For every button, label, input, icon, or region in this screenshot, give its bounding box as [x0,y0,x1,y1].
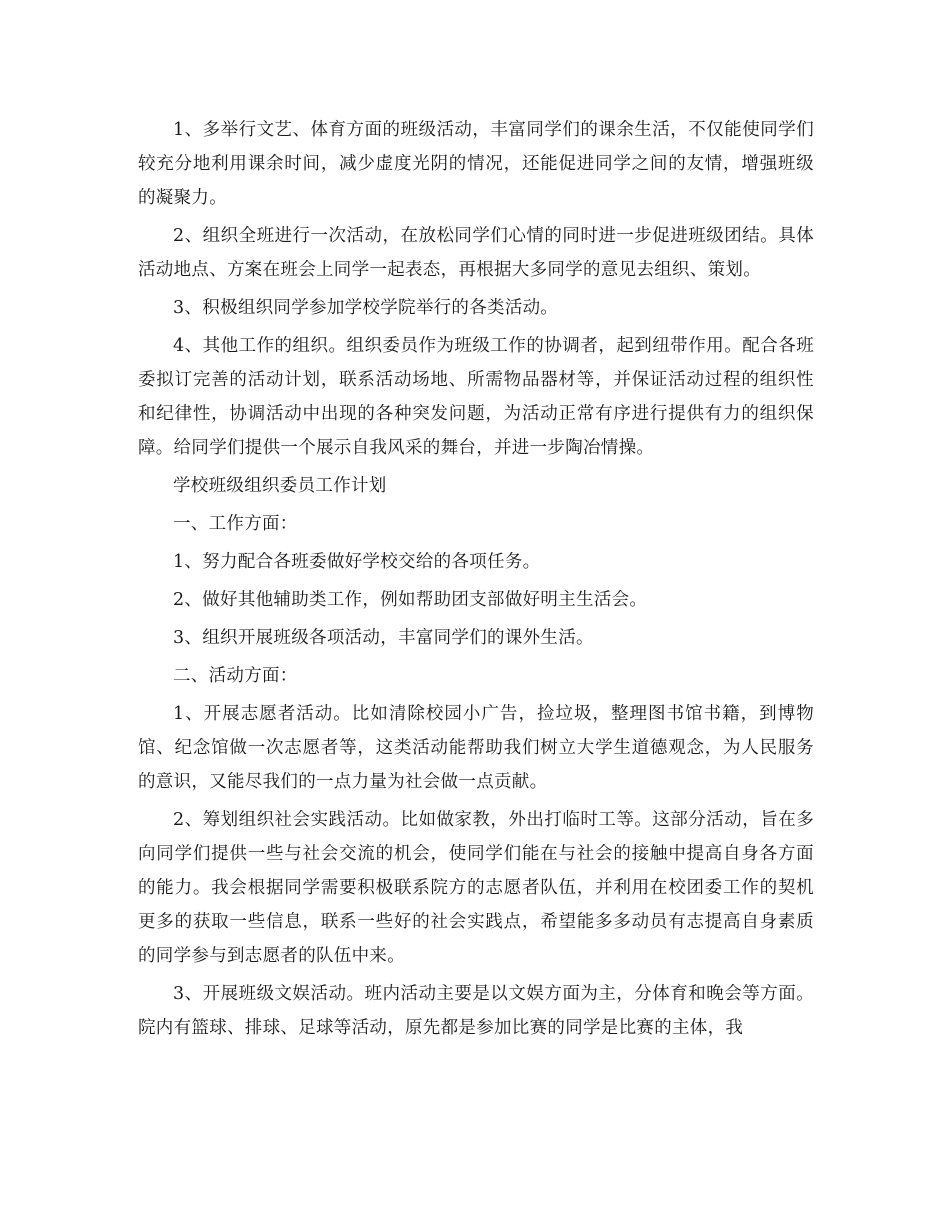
activity-item-1: 1、开展志愿者活动。比如清除校园小广告，捡垃圾，整理图书馆书籍，到博物馆、纪念馆做一次志愿者等，这类活动能帮助我们树立大学生道德观念，为人民服务的意识，又能尽我们的一点力量为社会做一点贡献。 [138,704,814,792]
paragraph-1: 1、多举行文艺、体育方面的班级活动，丰富同学们的课余生活，不仅能使同学们较充分地利用课余时间，减少虚度光阴的情况，还能促进同学之间的友情，增强班级的凝聚力。 [138,120,814,208]
section-title: 学校班级组织委员工作计划 [173,476,387,496]
paragraph-3: 3、积极组织同学参加学校学院举行的各类活动。 [173,298,559,318]
paragraph-2: 2、组织全班进行一次活动，在放松同学们心情的同时进一步促进班级团结。具体活动地点、方案在班会上同学一起表态，再根据大多同学的意见去组织、策划。 [138,226,814,280]
heading-activity: 二、活动方面： [173,666,298,686]
work-item-2: 2、做好其他辅助类工作，例如帮助团支部做好明主生活会。 [173,590,648,610]
activity-item-3: 3、开展班级文娱活动。班内活动主要是以文娱方面为主，分体育和晚会等方面。院内有篮球、排球、足球等活动，原先都是参加比赛的同学是比赛的主体，我 [138,984,814,1038]
work-item-3: 3、组织开展班级各项活动，丰富同学们的课外生活。 [173,628,594,648]
document-body [138,113,814,1049]
heading-work: 一、工作方面： [173,514,298,534]
paragraph-4: 4、其他工作的组织。组织委员作为班级工作的协调者，起到纽带作用。配合各班委拟订完善的活动计划，联系活动场地、所需物品器材等，并保证活动过程的组织性和纪律性，协调活动中出现的各种突发问题，为活动正常有序进行提供有力的组织保障。给同学们提供一个展示自我风采的舞台，并进一步陶冶情操。 [138,336,814,458]
work-item-1: 1、努力配合各班委做好学校交给的各项任务。 [173,552,541,572]
activity-item-2: 2、筹划组织社会实践活动。比如做家教，外出打临时工等。这部分活动，旨在多向同学们提供一些与社会交流的机会，使同学们能在与社会的接触中提高自身各方面的能力。我会根据同学需要积极联系院方的志愿者队伍，并利用在校团委工作的契机更多的获取一些信息，联系一些好的社会实践点，希望能多多动员有志提高自身素质的同学参与到志愿者的队伍中来。 [138,810,814,966]
